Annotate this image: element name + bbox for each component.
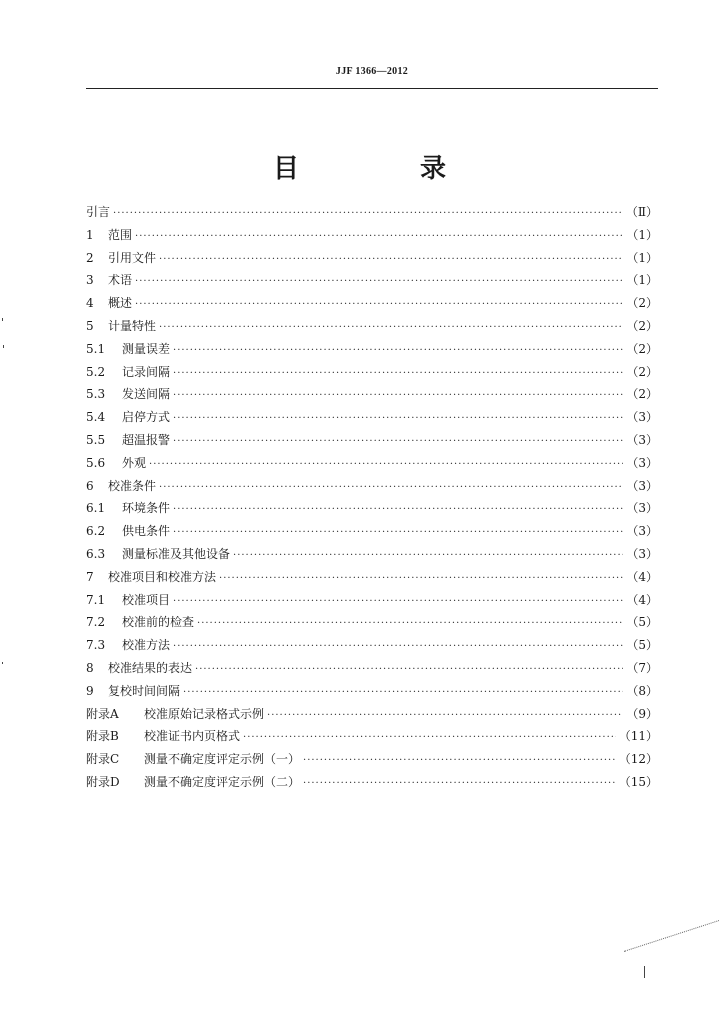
toc-entry-page: （9） — [626, 706, 658, 721]
toc-entry-label: 引言 — [86, 205, 111, 219]
toc-entry-label: 术语 — [108, 273, 133, 288]
toc-entry-page: （5） — [626, 615, 658, 630]
toc-entry-number: 3 — [86, 273, 94, 288]
toc-entry — [86, 703, 658, 726]
dot-leader — [195, 659, 623, 682]
toc-entry — [86, 680, 658, 703]
toc-entry — [86, 748, 658, 771]
toc-entry-page: （5） — [626, 638, 658, 653]
toc-entry-label: 校准方法 — [122, 638, 171, 653]
dot-leader — [303, 773, 616, 796]
toc-entry-page: （2） — [626, 364, 658, 379]
toc-entry-label: 范围 — [108, 227, 133, 242]
toc-entry-page: （11） — [618, 729, 658, 744]
dot-leader — [159, 317, 623, 340]
dot-leader — [135, 226, 623, 249]
toc-entry-page: （3） — [626, 410, 658, 425]
toc-entry-page: （3） — [626, 546, 658, 561]
toc-entry-label: 供电条件 — [122, 524, 171, 539]
toc-entry-page: （2） — [626, 341, 658, 356]
toc-entry-number: 附录A — [86, 706, 119, 721]
dot-leader — [173, 522, 623, 545]
scan-speck — [3, 345, 4, 348]
toc-entry-number: 7.2 — [86, 615, 106, 630]
toc-entry — [86, 589, 658, 612]
toc-entry-label: 校准项目 — [122, 592, 171, 607]
dot-leader — [149, 454, 623, 477]
toc-entry — [86, 338, 658, 361]
toc-entry-number: 2 — [86, 250, 94, 265]
toc-entry-label: 测量误差 — [122, 341, 171, 356]
header-rule — [86, 88, 658, 89]
toc-entry-page: （1） — [626, 250, 658, 265]
toc-entry-label: 校准原始记录格式示例 — [144, 706, 265, 721]
dot-leader — [243, 727, 616, 750]
dot-leader — [173, 591, 623, 614]
toc-entry-page: （Ⅱ） — [625, 205, 658, 219]
toc-entry-page: （7） — [626, 660, 658, 675]
dot-leader — [173, 408, 623, 431]
dot-leader — [267, 705, 623, 728]
toc-entry-label: 校准结果的表达 — [108, 660, 193, 675]
toc-entry-number: 5.1 — [86, 341, 106, 356]
toc-entry-page: （3） — [626, 478, 658, 493]
dot-leader — [173, 636, 623, 659]
toc-entry — [86, 725, 658, 748]
toc-entry-number: 5 — [86, 318, 94, 333]
dot-leader — [197, 613, 623, 636]
toc-entry — [86, 429, 658, 452]
dot-leader — [219, 568, 623, 591]
toc-entry-page: （2） — [626, 318, 658, 333]
toc-entry-page: （1） — [626, 227, 658, 242]
toc-entry-number: 7.1 — [86, 592, 106, 607]
toc-entry-label: 复校时间间隔 — [108, 683, 181, 698]
toc-entry — [86, 201, 658, 224]
dot-leader — [233, 545, 623, 568]
toc-entry-label: 校准项目和校准方法 — [108, 569, 217, 584]
dot-leader — [173, 431, 623, 454]
toc-entry-number: 6 — [86, 478, 94, 493]
toc-entry-number: 附录C — [86, 752, 120, 767]
scan-speck — [2, 662, 3, 664]
dot-leader — [135, 294, 623, 317]
dot-leader — [173, 340, 623, 363]
toc-entry-page: （3） — [626, 524, 658, 539]
toc-entry-label: 环境条件 — [122, 501, 171, 516]
toc-entry-number: 1 — [86, 227, 94, 242]
toc-entry-label: 测量不确定度评定示例（二） — [144, 774, 301, 789]
scan-artifact-line — [624, 920, 719, 986]
toc-entry-number: 4 — [86, 296, 94, 311]
toc-entry-number: 5.3 — [86, 387, 106, 402]
toc-entry — [86, 406, 658, 429]
toc-entry — [86, 452, 658, 475]
toc-entry-label: 启停方式 — [122, 410, 171, 425]
dot-leader — [135, 271, 623, 294]
dot-leader — [113, 203, 623, 226]
toc-entry-page: （3） — [626, 501, 658, 516]
toc-entry-label: 计量特性 — [108, 318, 157, 333]
toc-entry-label: 超温报警 — [122, 432, 171, 447]
toc-entry-label: 引用文件 — [108, 250, 157, 265]
dot-leader — [173, 363, 623, 386]
toc-entry-number: 6.3 — [86, 546, 106, 561]
toc-entry — [86, 475, 658, 498]
toc-entry-number: 5.4 — [86, 410, 106, 425]
toc-entry-number: 5.6 — [86, 455, 106, 470]
dot-leader — [173, 385, 623, 408]
toc-entry — [86, 247, 658, 270]
toc-entry — [86, 383, 658, 406]
toc-entry — [86, 361, 658, 384]
toc-entry-number: 7 — [86, 569, 94, 584]
toc-entry-label: 校准证书内页格式 — [144, 729, 241, 744]
toc-entry-number: 8 — [86, 660, 94, 675]
dot-leader — [303, 750, 616, 773]
table-of-contents — [86, 201, 658, 794]
toc-entry-number: 附录B — [86, 729, 119, 744]
toc-entry — [86, 497, 658, 520]
toc-entry-number: 6.1 — [86, 501, 106, 516]
toc-entry — [86, 269, 658, 292]
scan-speck — [2, 318, 3, 321]
toc-entry-number: 6.2 — [86, 524, 106, 539]
toc-entry-page: （8） — [626, 683, 658, 698]
dot-leader — [159, 249, 623, 272]
dot-leader — [183, 682, 623, 705]
toc-entry-label: 校准前的检查 — [122, 615, 195, 630]
toc-entry-label: 校准条件 — [108, 478, 157, 493]
toc-entry — [86, 224, 658, 247]
toc-entry-label: 测量不确定度评定示例（一） — [144, 752, 301, 767]
toc-entry — [86, 657, 658, 680]
toc-entry-label: 外观 — [122, 455, 147, 470]
toc-entry-number: 附录D — [86, 774, 120, 789]
toc-entry — [86, 292, 658, 315]
page-title: 目 录 — [272, 154, 503, 184]
toc-entry — [86, 634, 658, 657]
toc-entry — [86, 315, 658, 338]
toc-entry-number: 9 — [86, 683, 94, 698]
toc-entry-number: 7.3 — [86, 638, 106, 653]
toc-entry — [86, 611, 658, 634]
toc-entry-label: 发送间隔 — [122, 387, 171, 402]
toc-entry — [86, 771, 658, 794]
toc-entry-label: 概述 — [108, 296, 133, 311]
toc-entry-number: 5.2 — [86, 364, 106, 379]
toc-entry-number: 5.5 — [86, 432, 106, 447]
toc-entry — [86, 566, 658, 589]
document-code-header: JJF 1366—2012 — [335, 66, 409, 77]
toc-entry-page: （1） — [626, 273, 658, 288]
toc-entry — [86, 520, 658, 543]
dot-leader — [159, 477, 623, 500]
toc-entry-page: （3） — [626, 455, 658, 470]
toc-entry-page: （2） — [626, 387, 658, 402]
toc-entry-page: （4） — [626, 592, 658, 607]
toc-entry-page: （2） — [626, 296, 658, 311]
toc-entry-page: （3） — [626, 432, 658, 447]
dot-leader — [173, 499, 623, 522]
toc-entry-page: （15） — [618, 774, 658, 789]
toc-entry-label: 记录间隔 — [122, 364, 171, 379]
toc-entry — [86, 543, 658, 566]
toc-entry-label: 测量标准及其他设备 — [122, 546, 231, 561]
toc-entry-page: （4） — [626, 569, 658, 584]
toc-entry-page: （12） — [618, 752, 658, 767]
